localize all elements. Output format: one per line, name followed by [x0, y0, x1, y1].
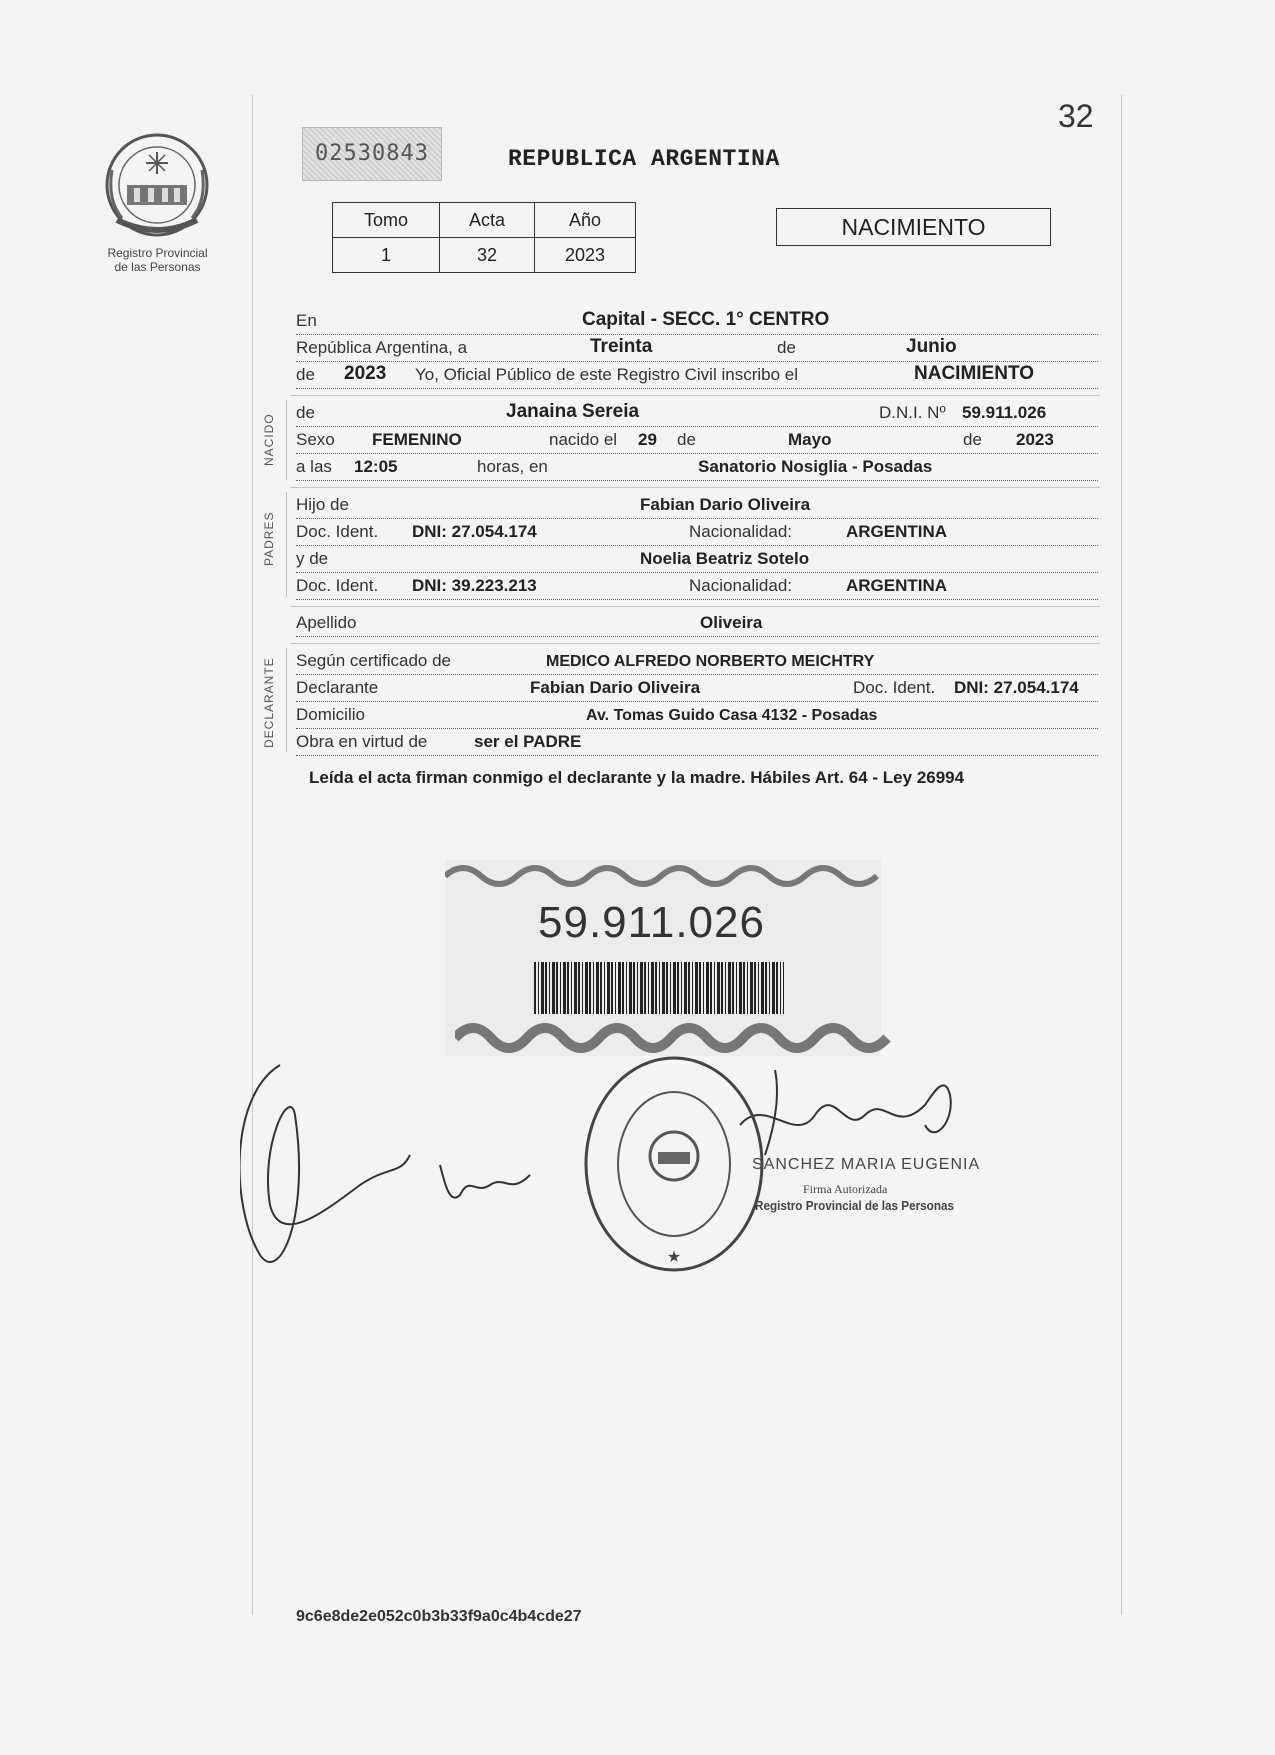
closing-text: Leída el acta firman conmigo el declarante y la madre. Hábiles Art. 64 - Ley 26994 — [309, 768, 965, 787]
dia-value: Treinta — [590, 336, 653, 357]
line-nacido-nombre: de Janaina Sereia D.N.I. Nº 59.911.026 — [296, 400, 1098, 427]
madre-doc-value: DNI: 39.223.213 — [412, 576, 537, 595]
sticker-wave-bottom-icon — [455, 1008, 891, 1054]
mes-value: Junio — [906, 336, 957, 357]
nacido-anio-value: 2023 — [1016, 430, 1054, 449]
document-title: REPUBLICA ARGENTINA — [508, 146, 780, 172]
line-apellido: Apellido Oliveira — [296, 610, 1098, 637]
declarante-nombre-value: Fabian Dario Oliveira — [530, 678, 701, 697]
side-label-declarante: DECLARANTE — [262, 657, 276, 748]
nacido-mes-value: Mayo — [788, 430, 832, 449]
obra-value: ser el PADRE — [474, 732, 582, 751]
table-header-cell: Año — [535, 203, 636, 238]
nombre-value: Janaina Sereia — [506, 401, 640, 422]
table-header-cell: Tomo — [333, 203, 440, 238]
dni-value: 59.911.026 — [962, 403, 1047, 422]
separator — [290, 643, 1100, 644]
madre-value: Noelia Beatriz Sotelo — [640, 549, 810, 568]
registry-oval-stamp-icon — [580, 1052, 768, 1277]
serial-number-stamp: 02530843 — [302, 127, 442, 181]
barcode-icon — [534, 962, 784, 1014]
line-madre-doc: Doc. Ident. DNI: 39.223.213 Nacionalidad: ARGENTINA — [296, 573, 1098, 600]
side-label-nacido: NACIDO — [262, 413, 276, 466]
line-declarante: Declarante Fabian Dario Oliveira Doc. Ident. DNI: 27.054.174 — [296, 675, 1098, 702]
declarante-bar — [286, 648, 287, 752]
table-header-cell: Acta — [440, 203, 535, 238]
line-hijo-de: Hijo de Fabian Dario Oliveira — [296, 492, 1098, 519]
signer-role: Firma Autorizada — [803, 1182, 888, 1196]
line-republica: República Argentina, a Treinta de Junio — [296, 335, 1098, 362]
line-domicilio: Domicilio Av. Tomas Guido Casa 4132 - Posadas — [296, 702, 1098, 729]
line-en: En Capital - SECC. 1° CENTRO — [296, 308, 1098, 335]
registro-provincial-label: Registro Provincial de las Personas — [107, 246, 208, 274]
sticker-wave-top-icon — [445, 862, 881, 890]
domicilio-value: Av. Tomas Guido Casa 4132 - Posadas — [586, 707, 878, 724]
signer-name: SANCHEZ MARIA EUGENIA — [752, 1156, 981, 1173]
declarant-signature-icon — [240, 1055, 600, 1275]
record-type-box: NACIMIENTO — [776, 208, 1051, 246]
anio-value: 2023 — [344, 363, 387, 384]
nacido-dia-value: 29 — [638, 430, 657, 449]
line-obra: Obra en virtud de ser el PADRE — [296, 729, 1098, 756]
apellido-value: Oliveira — [700, 613, 763, 632]
table-row — [333, 238, 636, 273]
certificado-value: MEDICO ALFREDO NORBERTO MEICHTRY — [546, 653, 875, 670]
signer-registry: Registro Provincial de las Personas — [755, 1198, 954, 1213]
hora-value: 12:05 — [354, 457, 398, 476]
right-margin-line — [1121, 95, 1122, 1615]
table-header-row — [333, 203, 636, 238]
padre-value: Fabian Dario Oliveira — [640, 495, 811, 514]
declarante-doc-value: DNI: 27.054.174 — [954, 678, 1079, 697]
sticker-dni-number: 59.911.026 — [538, 898, 765, 947]
lugar-value: Capital - SECC. 1° CENTRO — [582, 309, 830, 330]
line-certificado: Según certificado de MEDICO ALFREDO NORBERTO MEICHTRY — [296, 648, 1098, 675]
side-label-padres: PADRES — [262, 511, 276, 566]
separator — [290, 606, 1100, 607]
inscribe-value: NACIMIENTO — [914, 363, 1034, 384]
separator — [290, 395, 1100, 396]
table-cell: 2023 — [535, 238, 636, 273]
tomo-acta-table — [332, 202, 636, 273]
table-cell: 32 — [440, 238, 535, 273]
line-y-de: y de Noelia Beatriz Sotelo — [296, 546, 1098, 573]
separator — [290, 487, 1100, 488]
lugar-nacimiento-value: Sanatorio Nosiglia - Posadas — [698, 457, 933, 476]
madre-nacionalidad-value: ARGENTINA — [846, 576, 948, 595]
line-inscribo: de 2023 Yo, Oficial Público de este Registro Civil inscribo el NACIMIENTO — [296, 362, 1098, 389]
document-hash: 9c6e8de2e052c0b3b33f9a0c4b4cde27 — [296, 1608, 582, 1625]
left-margin-line — [252, 95, 253, 1615]
line-hora: a las 12:05 horas, en Sanatorio Nosiglia - Posadas — [296, 454, 1098, 481]
page-number: 32 — [1058, 98, 1094, 134]
svg-text:★: ★ — [666, 1249, 682, 1266]
padres-bar — [286, 492, 287, 597]
officer-signature-icon — [735, 1065, 965, 1165]
nacido-bar — [286, 400, 287, 480]
line-sexo: Sexo FEMENINO nacido el 29 de Mayo de 2023 — [296, 427, 1098, 454]
padre-nacionalidad-value: ARGENTINA — [846, 522, 948, 541]
misiones-seal-icon — [102, 130, 212, 250]
provincial-seal — [102, 130, 212, 250]
sexo-value: FEMENINO — [372, 430, 462, 449]
line-padre-doc: Doc. Ident. DNI: 27.054.174 Nacionalidad: ARGENTINA — [296, 519, 1098, 546]
padre-doc-value: DNI: 27.054.174 — [412, 522, 537, 541]
table-cell: 1 — [333, 238, 440, 273]
